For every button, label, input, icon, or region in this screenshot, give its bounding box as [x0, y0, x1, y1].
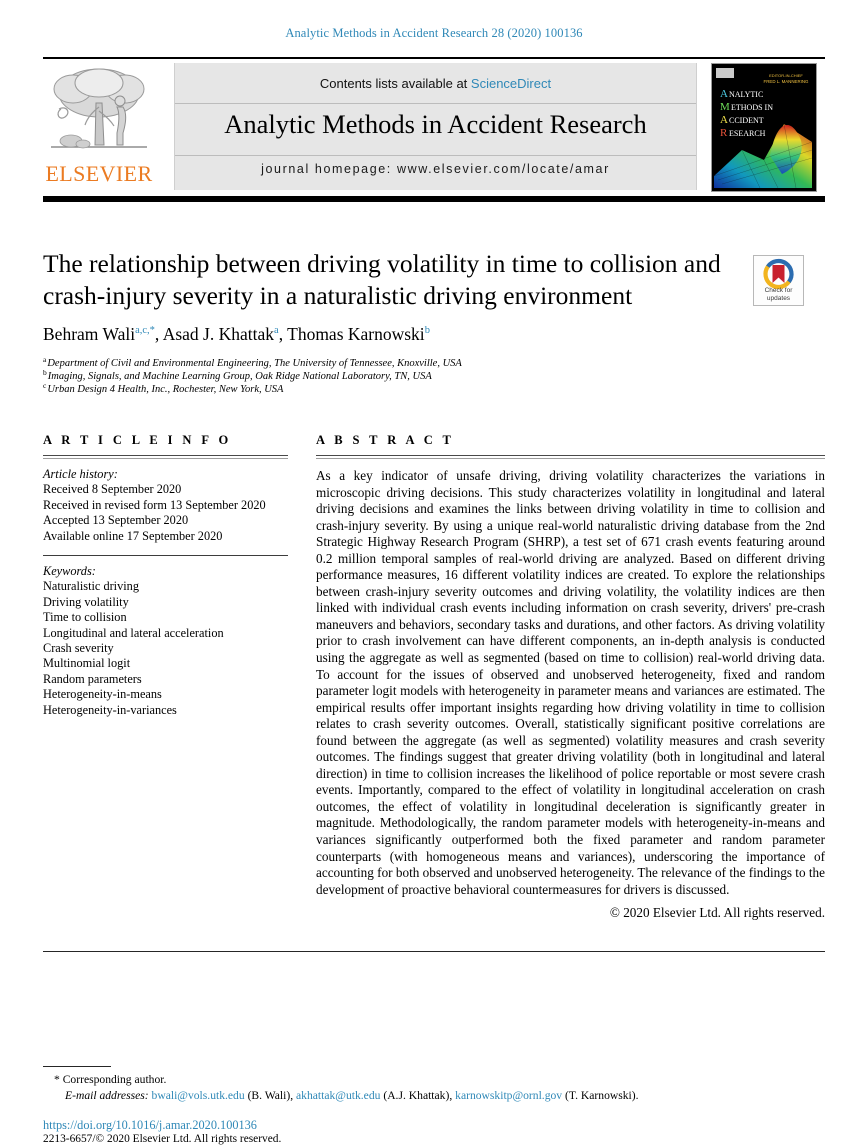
svg-text:FRED L. MANNERING: FRED L. MANNERING — [763, 79, 809, 84]
svg-text:EDITOR-IN-CHIEF: EDITOR-IN-CHIEF — [769, 73, 803, 78]
svg-text:R: R — [720, 127, 728, 139]
footnote-block — [48, 1072, 808, 1103]
abstract-column — [316, 433, 825, 921]
sciencedirect-link[interactable]: ScienceDirect — [470, 76, 552, 91]
author-name: Thomas Karnowski — [287, 324, 425, 344]
article-info-column — [43, 433, 288, 718]
crossmark-check-for-updates-icon — [754, 256, 803, 290]
keyword-item: Naturalistic driving — [43, 579, 139, 594]
author-list: Behram Wali$^{a,c,*}$, Asad J. Khattak$^a$, Thomas Karnowski$^b$ — [43, 324, 430, 344]
history-item: Received in revised form 13 September 2020 — [43, 497, 266, 512]
email-owner: (T. Karnowski). — [565, 1088, 639, 1102]
corresponding-author-note: * Corresponding author. — [54, 1073, 167, 1086]
svg-text:ESEARCH: ESEARCH — [729, 129, 766, 138]
journal-homepage[interactable]: journal homepage: www.elsevier.com/locate/amar — [261, 162, 610, 176]
abstract-heading: A B S T R A C T — [316, 433, 455, 447]
crossmark-label-line2: updates — [766, 294, 791, 302]
keyword-item: Longitudinal and lateral acceleration — [43, 625, 224, 640]
author-marks: a,c,* — [135, 325, 155, 337]
abstract-rule — [316, 455, 825, 459]
svg-text:NALYTIC: NALYTIC — [729, 90, 764, 99]
author-name: Asad J. Khattak — [162, 324, 275, 344]
affiliation-text: Imaging, Signals, and Machine Learning Group, Oak Ridge National Laboratory, TN, USA — [47, 371, 432, 383]
article-info-rule — [43, 455, 288, 459]
affiliation-list — [43, 354, 743, 397]
banner-rule-top — [175, 103, 696, 104]
header-top-rule — [43, 57, 825, 59]
svg-text:A: A — [720, 88, 728, 100]
keyword-item: Random parameters — [43, 671, 142, 686]
keyword-item: Driving volatility — [43, 594, 129, 609]
crossmark-badge[interactable] — [753, 255, 804, 306]
keywords-block — [43, 564, 288, 718]
email-link[interactable]: bwali@vols.utk.edu — [151, 1088, 245, 1102]
keyword-item: Heterogeneity-in-variances — [43, 702, 177, 717]
affiliation-mark: c — [43, 380, 47, 390]
article-history-label: Article history: — [43, 467, 118, 481]
affiliation-item — [43, 367, 743, 383]
affiliation-text: Urban Design 4 Health, Inc., Rochester, New York, USA — [47, 384, 284, 396]
page-title: The relationship between driving volatility in time to collision and crash-injury severity in a naturalistic driving environment — [43, 249, 721, 310]
author-name: Behram Wali — [43, 324, 136, 344]
email-label: E-mail addresses: — [65, 1088, 149, 1102]
keyword-item: Time to collision — [43, 610, 127, 625]
article-history-block — [43, 467, 288, 544]
author-marks: b — [424, 325, 430, 337]
email-addresses-note — [48, 1088, 808, 1104]
abstract-copyright: © 2020 Elsevier Ltd. All rights reserved. — [609, 905, 825, 921]
journal-cover-thumbnail — [711, 63, 817, 192]
header-black-bar — [43, 196, 825, 202]
contents-available-line — [175, 76, 696, 91]
footnote-rule — [43, 1066, 111, 1067]
affiliation-item — [43, 380, 743, 396]
svg-text:ETHODS IN: ETHODS IN — [731, 103, 773, 112]
email-link[interactable]: akhattak@utk.edu — [296, 1088, 381, 1102]
affiliation-item — [43, 354, 743, 370]
keyword-item: Heterogeneity-in-means — [43, 687, 162, 702]
article-info-heading: A R T I C L E I N F O — [43, 433, 232, 447]
affiliation-mark: a — [43, 354, 47, 364]
elsevier-logo — [43, 63, 155, 190]
keyword-item: Crash severity — [43, 641, 114, 656]
keywords-label: Keywords: — [43, 564, 96, 579]
history-item: Received 8 September 2020 — [43, 482, 182, 497]
keyword-item: Multinomial logit — [43, 656, 131, 671]
abstract-text: As a key indicator of unsafe driving, driving volatility characterizes the variations in microscopic driving decisions. This study characterizes volatility in longitudinal and lateral driving decisions and examines the links between driving volatility in time to collision and crash-injury severity. By using a unique real-world naturalistic driving database from the 2nd Strategic Highway Research Program (SHRP), a test set of 671 crash events featuring around 0.2 million temporal samples of real-world driving are analyzed. Based on different driving performance measures, 16 different volatility indices are created. To explore the relationships between crash-injury severity outcomes and driving volatility, the volatility indices are then linked with individual crash events including information on crash severity, drivers' pre-crash maneuvers and behaviors, secondary tasks and durations, and other factors. As driving volatility prior to crash involvement can have different components, an in-depth analysis is conducted using the aggregate as well as segmented (based on time to collision) real-world driving data. To account for the issues of observed and unobserved heterogeneity, fixed and random parameter logit models with heterogeneity in parameter means and variances are estimated. The empirical results offer important insights regarding how driving volatility in time to collision relates to crash severity outcomes. Overall, statistically significant positive correlations are found between the aggregate (as well as segmented) volatility measures and crash severity outcomes. The findings suggest that greater driving volatility (both in longitudinal and lateral direction) in time to collision increases the likelihood of police reportable or most severe crash events. Importantly, compared to the effect of volatility in longitudinal acceleration on crash outcomes, the effect of volatility in longitudinal deceleration is significantly greater in magnitude. Methodologically, the random parameter models with heterogeneity-in-means and variances significantly outperformed both the fixed parameter and random parameter counterparts (with homogeneous means and variances), underscoring the importance of accounting for both observed and unobserved heterogeneity. The relevance of the findings to the development of proactive behavioral countermeasures for drivers is discussed. — [316, 468, 825, 897]
affiliation-text: Department of Civil and Environmental Engineering, The University of Tennessee, Knoxville, USA — [47, 358, 462, 369]
history-item: Accepted 13 September 2020 — [43, 513, 189, 528]
keywords-rule — [43, 555, 288, 556]
journal-banner — [174, 63, 697, 190]
email-link[interactable]: karnowskitp@ornl.gov — [455, 1088, 563, 1102]
doi-link[interactable]: https://doi.org/10.1016/j.amar.2020.100136 — [43, 1118, 257, 1132]
journal-header — [43, 57, 825, 192]
content-bottom-rule — [43, 951, 825, 952]
email-owner: (A.J. Khattak), — [383, 1088, 453, 1102]
banner-rule-bottom — [175, 155, 696, 156]
elsevier-tree-logo-icon — [47, 63, 151, 159]
history-item: Available online 17 September 2020 — [43, 528, 223, 543]
crossmark-label-line1: Check for — [764, 287, 793, 295]
affiliation-mark: b — [43, 367, 47, 377]
elsevier-wordmark: ELSEVIER — [45, 161, 153, 186]
svg-text:A: A — [720, 114, 728, 126]
crossmark-label — [754, 287, 803, 302]
running-head: Analytic Methods in Accident Research 28 (2020) 100136 — [285, 26, 583, 40]
svg-text:M: M — [720, 101, 730, 113]
journal-title: Analytic Methods in Accident Research — [224, 109, 647, 139]
contents-prefix: Contents lists available at — [319, 76, 471, 91]
svg-text:CCIDENT: CCIDENT — [729, 116, 764, 125]
email-owner: (B. Wali), — [247, 1088, 294, 1102]
issn-copyright-line: 2213-6657/© 2020 Elsevier Ltd. All rights reserved. — [43, 1133, 282, 1145]
author-marks: a — [274, 325, 279, 337]
